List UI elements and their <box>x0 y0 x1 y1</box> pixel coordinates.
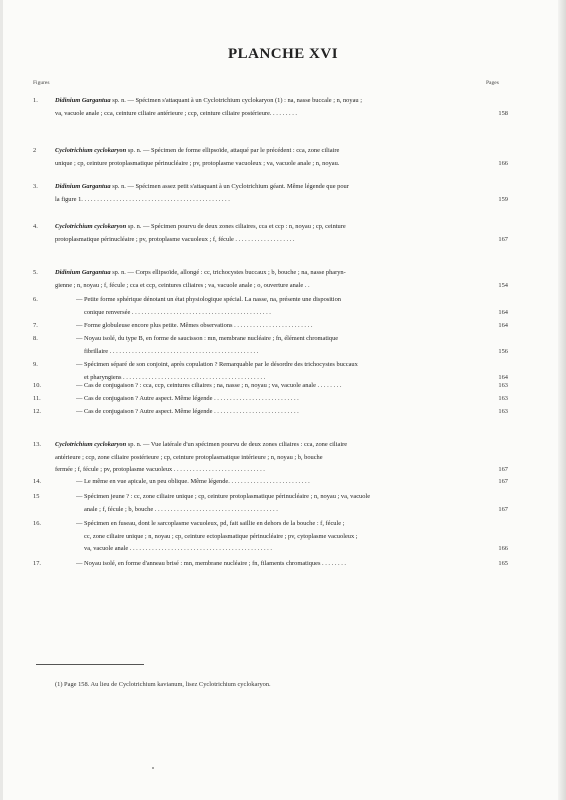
figure-number: 1. <box>33 97 38 104</box>
page-edge-shadow <box>558 0 566 800</box>
figure-caption-line: — Petite forme sphérique dénotant un état physiologique spécial. La nasse, na, présente une disposition <box>76 296 341 303</box>
species-name: Cyclotrichium cyclokaryon <box>55 223 127 230</box>
figure-caption-line: va, vacuole anale . . . . . . . . . . . . . . . . . . . . . . . . . . . . . . . . . . . . . . . . . . . . . <box>84 545 272 552</box>
figure-number: 2 <box>33 147 37 154</box>
page-number: 165 <box>498 560 508 567</box>
paper-speck <box>152 767 154 769</box>
figure-caption-line: anale ; f, fécule ; b, bouche . . . . . . . . . . . . . . . . . . . . . . . . . . . . . . . . . . . . . . . <box>84 505 278 513</box>
figure-number: 8. <box>33 335 38 342</box>
figure-caption-line: conique renversée . . . . . . . . . . . . . . . . . . . . . . . . . . . . . . . . . . . . . . . . . . . . <box>84 308 271 316</box>
figure-number: 7. <box>33 322 38 329</box>
figure-number: 15 <box>33 493 40 500</box>
page-number: 158 <box>498 109 508 117</box>
figure-number: 3. <box>33 183 38 190</box>
page-number: 164 <box>498 322 508 329</box>
figure-caption-line: Didinium Gargantua sp. n. — Spécimen assez petit s'attaquant à un Cyclotrichium géant. Même légende que pour <box>55 183 349 190</box>
figures-column-header: Figures <box>33 80 50 86</box>
figure-caption-line: va, vacuole anale ; cca, ceinture ciliaire antérieure ; ccp, ceinture ciliaire postérieure. . . . . . . . . <box>55 109 298 117</box>
page-number: 167 <box>498 235 508 243</box>
figure-caption-line: Didinium Gargantua sp. n. — Spécimen s'attaquant à un Cyclotrichium cyclokaryon (1) : na, nasse buccale ; n, noyau ; <box>55 97 362 104</box>
figure-number: 9. <box>33 361 38 368</box>
page-title: PLANCHE XVI <box>227 46 339 62</box>
page-number: 154 <box>498 281 508 289</box>
figure-number: 16. <box>33 520 41 527</box>
footnote-rule <box>36 664 144 665</box>
figure-number: 5. <box>33 269 38 276</box>
figure-caption-line: fermée ; f, fécule ; pv, protoplasme vacuoleux . . . . . . . . . . . . . . . . . . . . . . . . . . . . . <box>55 466 265 473</box>
figure-number: 14. <box>33 478 41 485</box>
page-number: 167 <box>498 505 508 513</box>
page-number: 167 <box>498 478 508 485</box>
figure-caption-line: fibrillaire . . . . . . . . . . . . . . . . . . . . . . . . . . . . . . . . . . . . . . . . . . . . . . . <box>84 347 259 355</box>
figure-number: 12. <box>33 408 41 415</box>
page-number: 159 <box>498 195 508 203</box>
figure-caption-line: — Spécimen séparé de son conjoint, après copulation ? Remarquable par le désordre des trichocystes buccaux <box>76 361 358 368</box>
page-number: 163 <box>498 395 508 402</box>
figure-caption-line: cc, zone ciliaire unique ; n, noyau ; cp, ceinture ectoplasmatique périnucléaire ; pv, cytoplasme vacuoleux ; <box>84 532 358 540</box>
figure-caption-line: — Le même en vue apicale, un peu oblique. Même légende. . . . . . . . . . . . . . . . . . . . . . . . . . <box>76 478 310 485</box>
figure-caption-line: — Cas de conjugaison ? : cca, ccp, ceintures ciliaires ; na, nasse ; n, noyau ; va, vacuole anale . . . . . . . . <box>76 382 342 389</box>
figure-caption-line: et pharyngiens . . . . . . . . . . . . . . . . . . . . . . . . . . . . . . . . . . . . . . . . . . . . . <box>84 373 266 381</box>
figure-caption-line: gienne ; n, noyau ; f, fécule ; cca et ccp, ceintures ciliaires ; va, vacuole anale ; o, ouverture anale . . <box>55 281 310 289</box>
figure-caption-line: Cyclotrichium cyclokaryon sp. n. — Spécimen pourvu de deux zones ciliaires, cca et ccp : n, noyau ; cp, ceinture <box>55 223 346 230</box>
figure-caption-line: Didinium Gargantua sp. n. — Corps ellipsoïde, allongé : cc, trichocystes buccaux ; b, bouche ; na, nasse pharyn- <box>55 269 346 276</box>
page-number: 163 <box>498 382 508 389</box>
page-number: 167 <box>498 466 508 473</box>
figure-number: 17. <box>33 560 41 567</box>
figure-caption-line: Cyclotrichium cyclokaryon sp. n. — Vue latérale d'un spécimen pourvu de deux zones ciliaires : cca, zone ciliaire <box>55 441 348 448</box>
figure-caption-line: — Cas de conjugaison ? Autre aspect. Même légende . . . . . . . . . . . . . . . . . . . . . . . . . . . <box>76 408 299 415</box>
page-edge-left <box>0 0 3 800</box>
page-number: 156 <box>498 347 508 355</box>
figure-number: 11. <box>33 395 41 402</box>
species-name: Cyclotrichium cyclokaryon <box>55 441 127 448</box>
footnote: (1) Page 158. Au lieu de Cyclotrichium kavianum, lisez Cyclotrichium cyclokaryon. <box>55 681 271 688</box>
figure-caption-line: — Cas de conjugaison ? Autre aspect. Même légende . . . . . . . . . . . . . . . . . . . . . . . . . . . <box>76 395 299 402</box>
page-number: 166 <box>498 159 508 167</box>
page-number: 163 <box>498 408 508 415</box>
figure-caption-line: — Spécimen en fuseau, dont le sarcoplasme vacuoleux, pd, fait saillie en dehors de la bouche : f, fécule ; <box>76 520 345 527</box>
figure-caption-line: — Spécimen jeune ? : cc, zone ciliaire unique ; cp, ceinture protoplasmatique périnucléaire ; n, noyau ; va, vacuole <box>76 493 371 500</box>
figure-caption-line: Cyclotrichium cyclokaryon sp. n. — Spécimen de forme ellipsoïde, attaqué par le précédent : cca, zone ciliaire <box>55 147 340 154</box>
pages-column-header: Pages <box>486 80 499 86</box>
page-number: 164 <box>498 373 508 381</box>
figure-caption-line: — Forme globuleuse encore plus petite. Mêmes observations . . . . . . . . . . . . . . . . . . . . . . . . . <box>76 322 313 329</box>
species-name: Cyclotrichium cyclokaryon <box>55 147 127 154</box>
figure-number: 6. <box>33 296 38 303</box>
figure-caption-line: la figure 1. . . . . . . . . . . . . . . . . . . . . . . . . . . . . . . . . . . . . . . . . . . . . . . <box>55 195 230 203</box>
page-number: 164 <box>498 308 508 316</box>
figure-caption-line: unique ; cp, ceinture protoplasmatique périnucléaire ; pv, protoplasme vacuoleux ; va, vacuole anale ; n, noyau. <box>55 159 340 167</box>
figure-number: 10. <box>33 382 41 389</box>
figure-caption-line: — Noyau isolé, du type B, en forme de saucisson : mn, membrane nucléaire ; fn, élément chromatique <box>76 335 339 342</box>
figure-caption-line: protoplasmatique périnucléaire ; pv, protoplasme vacuoleux ; f, fécule . . . . . . . . . . . . . . . . . . . <box>55 235 295 243</box>
figure-number: 4. <box>33 223 38 230</box>
figure-number: 13. <box>33 441 41 448</box>
species-name: Didinium Gargantua <box>55 269 111 276</box>
figure-caption-line: antérieure ; ccp, zone ciliaire postérieure ; cp, ceinture protoplasmatique intérieure ; n, noyau ; b, bouche <box>55 453 323 461</box>
page-number: 166 <box>498 545 508 552</box>
figure-caption-line: — Noyau isolé, en forme d'anneau brisé : mn, membrane nucléaire ; fn, filaments chromatiques . . . . . . . . <box>76 560 347 567</box>
species-name: Didinium Gargantua <box>55 97 111 104</box>
species-name: Didinium Gargantua <box>55 183 111 190</box>
